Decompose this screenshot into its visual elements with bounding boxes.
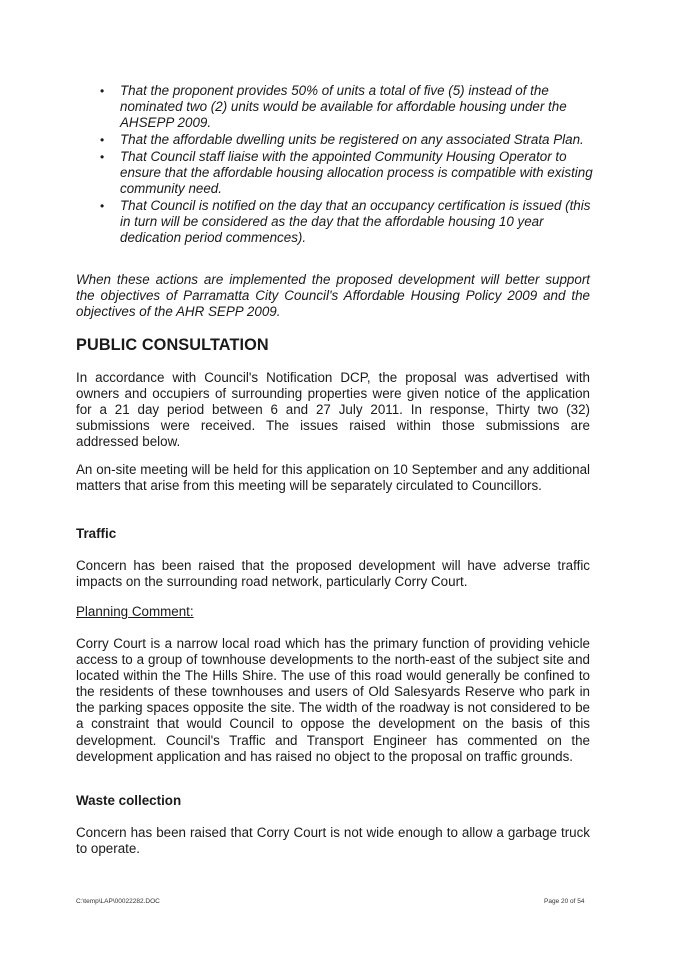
conditions-list (98, 83, 598, 247)
planning-comment-label: Planning Comment: (76, 604, 194, 619)
list-item: • That Council staff liaise with the appointed Community Housing Operator to ensure that the affordable housing allocation process is compatible with existing community need. (98, 149, 598, 198)
consultation-paragraph-2: An on-site meeting will be held for this application on 10 September and any additional matters that arise from this meeting will be separately circulated to Councillors. (76, 462, 590, 494)
section-heading-public-consultation: PUBLIC CONSULTATION (76, 336, 269, 354)
list-item: • That the affordable dwelling units be registered on any associated Strata Plan. (98, 132, 598, 148)
list-item: • That Council is notified on the day that an occupancy certification is issued (this in turn will be considered as the day that the affordable housing 10 year dedication period commences). (98, 198, 598, 247)
planning-comment: Corry Court is a narrow local road which has the primary function of providing vehicle access to a group of townhouse developments to the north-east of the subject site and located within the The Hills Shire. The use of this road would generally be confined to the residents of these townhouses and users of Old Salesyards Reserve who park in the parking spaces opposite the site. The width of the roadway is not considered to be a constraint that would Council to oppose the development on the basis of this development. Council's Traffic and Transport Engineer has commented on the development application and has raised no object to the proposal on traffic grounds. (76, 636, 590, 764)
consultation-paragraph-1: In accordance with Council's Notification DCP, the proposal was advertised with owners and occupiers of surrounding properties were given notice of the application for a 21 day period between 6 and 27 July 2011. In response, Thirty two (32) submissions were received. The issues raised within those submissions are addressed below. (76, 370, 590, 450)
footer-file-path: C:\temp\LAP\00022282.DOC (76, 898, 160, 905)
list-item: • That the proponent provides 50% of units a total of five (5) instead of the nominated two (2) units would be available for affordable housing under the AHSEPP 2009. (98, 83, 598, 132)
waste-concern: Concern has been raised that Corry Court is not wide enough to allow a garbage truck to operate. (76, 825, 590, 857)
footer-page-number: Page 20 of 54 (544, 898, 585, 905)
subheading-waste: Waste collection (76, 793, 182, 808)
traffic-concern: Concern has been raised that the proposed development will have adverse traffic impacts on the surrounding road network, particularly Corry Court. (76, 558, 590, 590)
subheading-traffic: Traffic (76, 526, 117, 541)
conclusion-paragraph: When these actions are implemented the proposed development will better support the objectives of Parramatta City Council's Affordable Housing Policy 2009 and the objectives of the AHR SEPP 2009. (76, 272, 590, 320)
